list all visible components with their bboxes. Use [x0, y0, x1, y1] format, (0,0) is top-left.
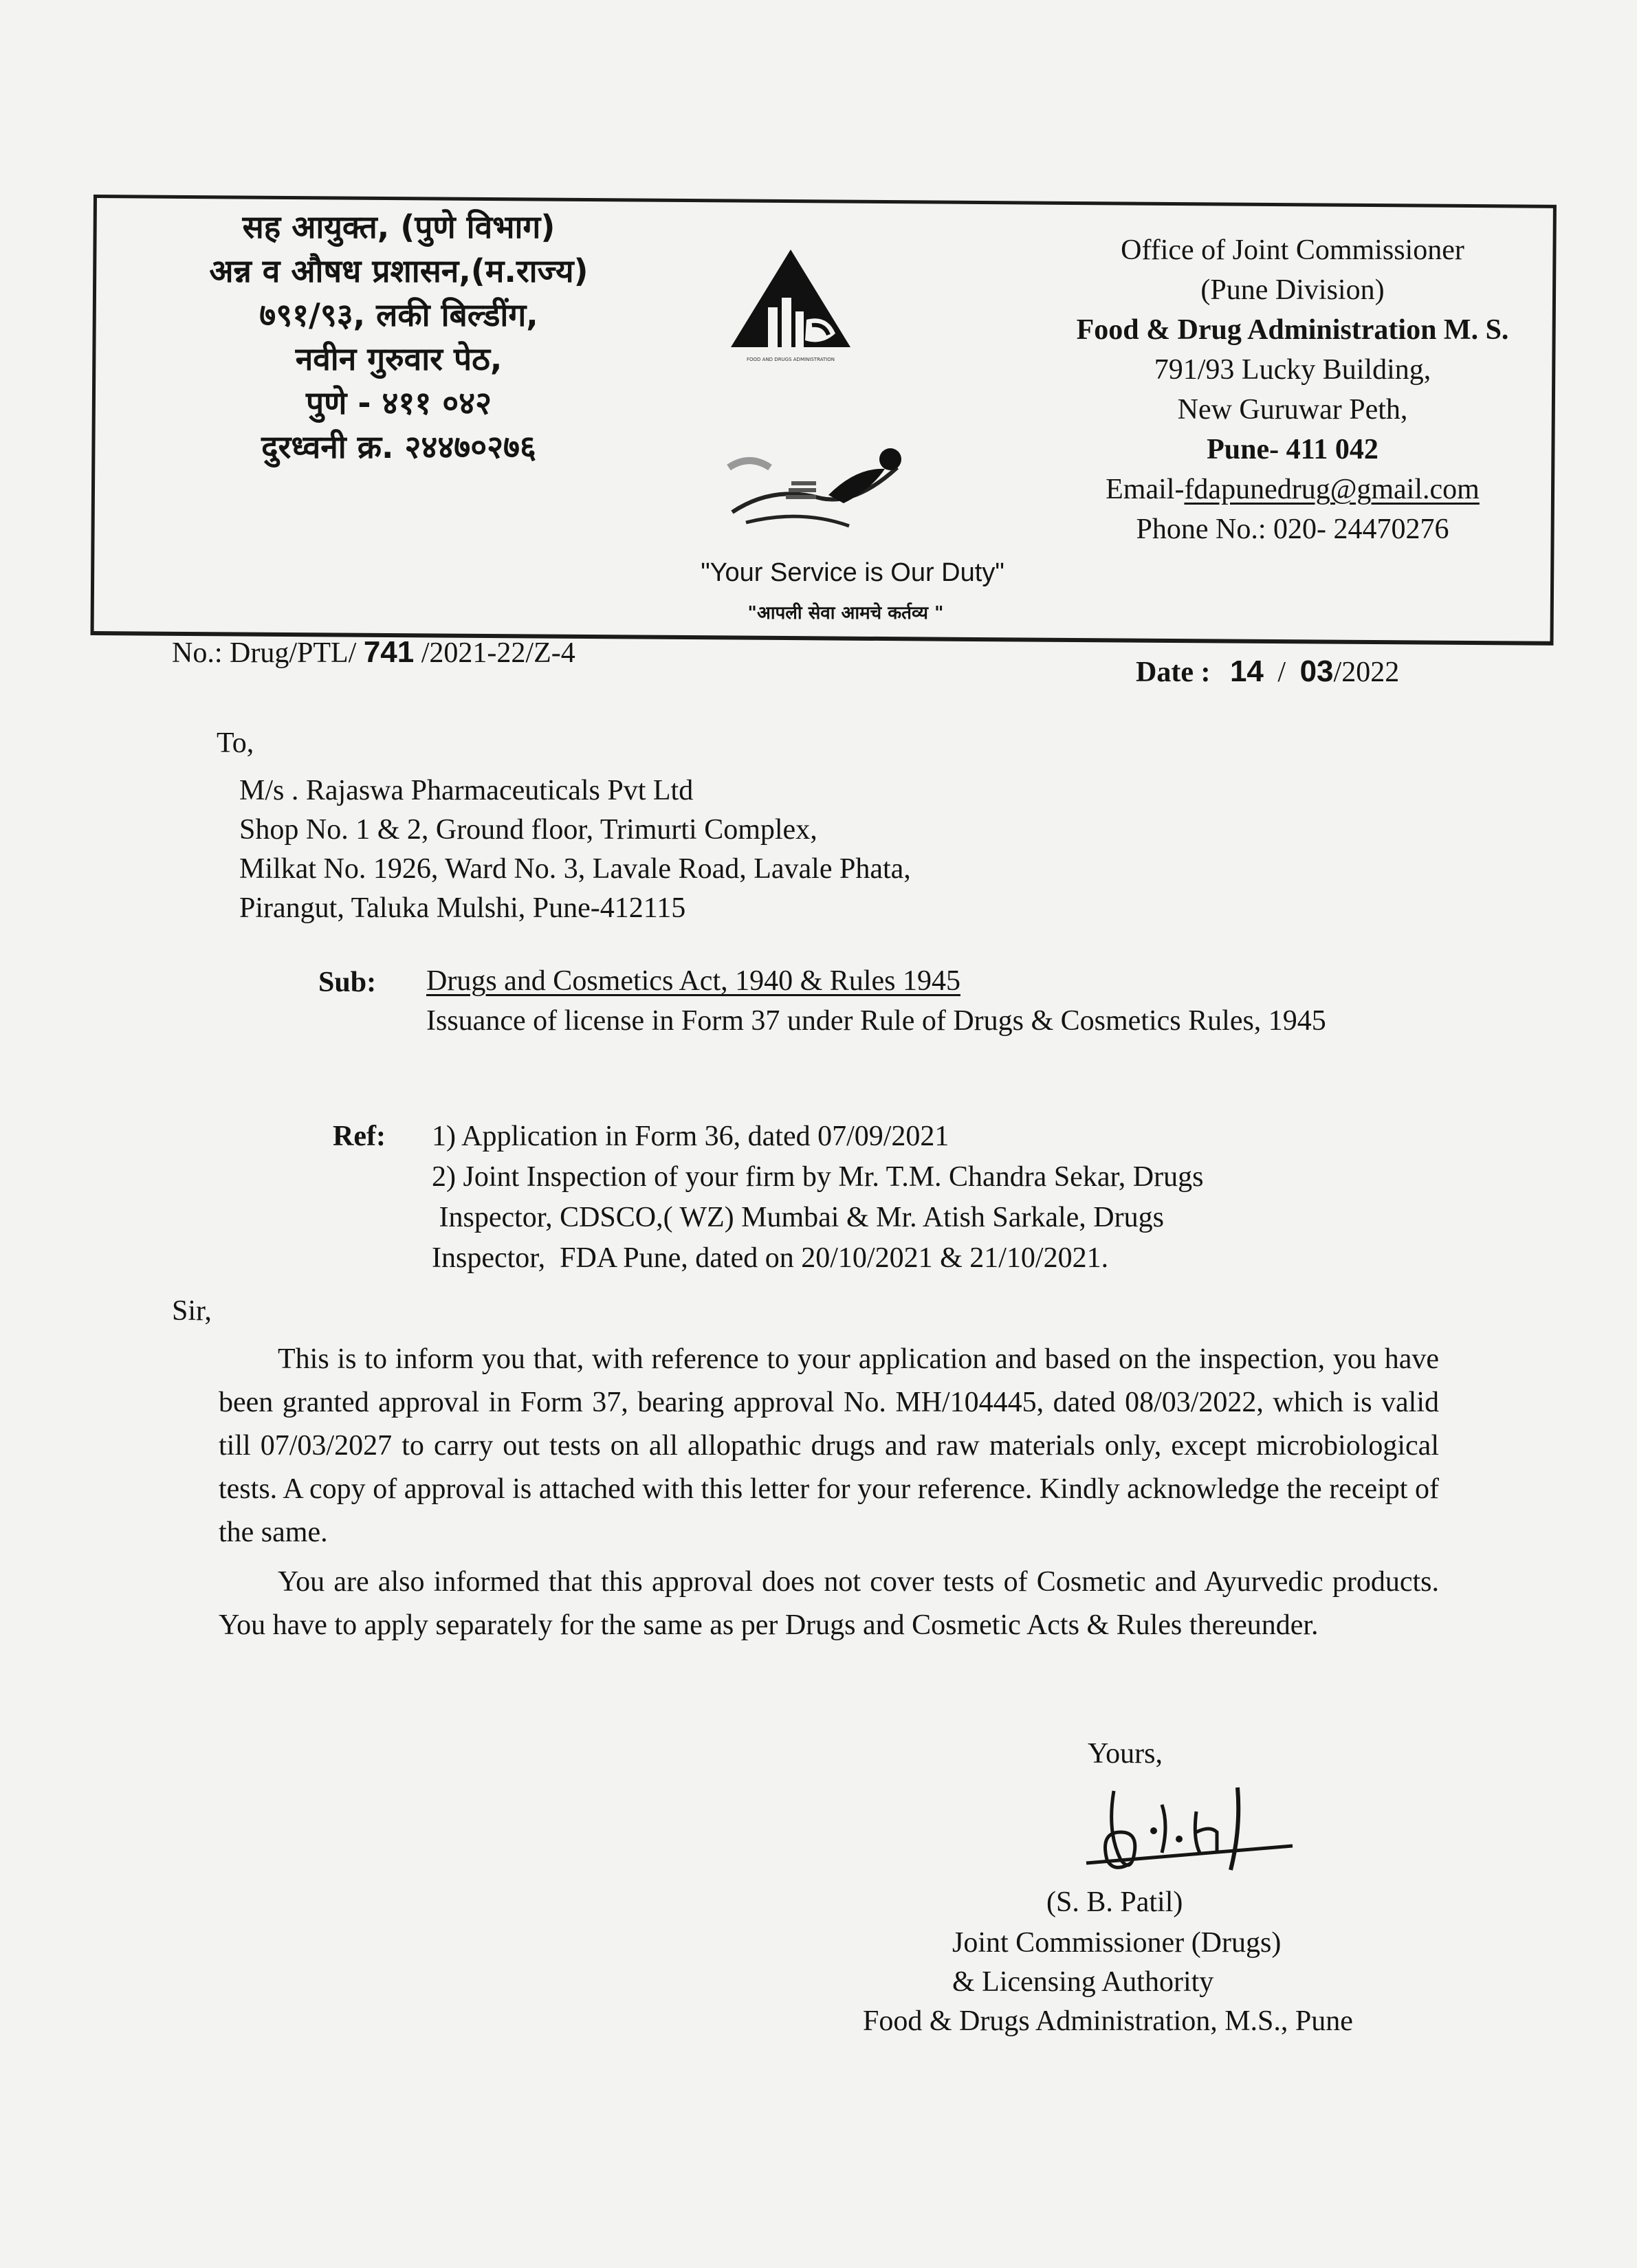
ref-line-4: Inspector, FDA Pune, dated on 20/10/2021 & 21/10/2021.	[432, 1242, 1109, 1274]
marathi-line-6: दुरध्वनी क्र. २४४७०२७६	[261, 428, 536, 465]
letter-date: Date : 14 / 03/2022	[1136, 654, 1400, 688]
office-title: Office of Joint Commissioner	[1121, 234, 1464, 266]
email-link[interactable]: fdapunedrug@gmail.com	[1184, 474, 1480, 505]
department: Food & Drug Administration M. S.	[1076, 314, 1509, 346]
subject-line-2: Issuance of license in Form 37 under Rule of Drugs & Cosmetics Rules, 1945	[426, 1005, 1326, 1037]
signatory-name: (S. B. Patil)	[1046, 1886, 1183, 1918]
date-day: 14	[1229, 654, 1264, 688]
marathi-line-3: ७९१/९३, लकी बिल्डींग,	[259, 296, 538, 333]
fda-logo	[725, 244, 856, 375]
ref-label: Ref:	[333, 1121, 386, 1152]
ref-line-3: Inspector, CDSCO,( WZ) Mumbai & Mr. Atish Sarkale, Drugs	[432, 1202, 1164, 1233]
signatory-title-1: Joint Commissioner (Drugs)	[952, 1927, 1282, 1959]
division: (Pune Division)	[1200, 274, 1385, 306]
subject-text	[426, 961, 1326, 1041]
subject-label: Sub:	[318, 967, 377, 998]
email-line	[1038, 470, 1547, 509]
letterhead-marathi	[158, 205, 639, 469]
ref-prefix: No.: Drug/PTL/	[172, 637, 364, 669]
body-paragraph-2: You are also informed that this approval does not cover tests of Cosmetic and Ayurvedic products. You have to apply separately for the same as per Drugs and Cosmetic Acts & Rules thereunder.	[219, 1566, 1439, 1641]
motto-marathi: "आपली सेवा आमचे कर्तव्य "	[747, 603, 944, 624]
ref-line-1: 1) Application in Form 36, dated 07/09/2021	[432, 1121, 949, 1152]
date-month: 03	[1299, 654, 1334, 688]
signature	[1073, 1777, 1299, 1894]
subject-line-1: Drugs and Cosmetics Act, 1940 & Rules 1945	[426, 965, 960, 997]
signatory-title-2: & Licensing Authority	[952, 1966, 1214, 1998]
address-line-1: 791/93 Lucky Building,	[1154, 354, 1431, 386]
ref-suffix: /2021-22/Z-4	[414, 637, 575, 669]
address-pin: Pune- 411 042	[1207, 434, 1378, 465]
reference-text	[432, 1116, 1203, 1279]
date-year: /2022	[1333, 657, 1400, 688]
service-emblem-icon	[725, 440, 904, 536]
closing-yours: Yours,	[1088, 1738, 1163, 1770]
salutation: Sir,	[172, 1295, 212, 1327]
to-label: To,	[217, 727, 254, 759]
address-line-2: New Guruwar Peth,	[1177, 394, 1408, 426]
recipient-line-1: M/s . Rajaswa Pharmaceuticals Pvt Ltd	[239, 775, 694, 806]
marathi-line-5: पुणे - ४११ ०४२	[305, 384, 492, 421]
recipient-line-4: Pirangut, Taluka Mulshi, Pune-412115	[239, 892, 686, 924]
ref-handwritten: 741	[363, 635, 415, 669]
reference-number	[172, 631, 575, 674]
marathi-line-1: सह आयुक्त, (पुणे विभाग)	[242, 208, 556, 245]
letterhead-english	[1038, 230, 1547, 549]
recipient-line-3: Milkat No. 1926, Ward No. 3, Lavale Road, Lavale Phata,	[239, 853, 911, 885]
svg-text:FOOD AND DRUGS ADMINISTRATION: FOOD AND DRUGS ADMINISTRATION	[747, 357, 835, 362]
recipient-line-2: Shop No. 1 & 2, Ground floor, Trimurti Complex,	[239, 814, 817, 846]
phone-line: Phone No.: 020- 24470276	[1136, 514, 1449, 545]
email-label: Email-	[1106, 474, 1185, 505]
marathi-line-4: नवीन गुरुवार पेठ,	[295, 340, 503, 377]
ref-line-2: 2) Joint Inspection of your firm by Mr. T.M. Chandra Sekar, Drugs	[432, 1161, 1204, 1193]
motto-english: "Your Service is Our Duty"	[701, 558, 1004, 587]
signatory-title-3: Food & Drugs Administration, M.S., Pune	[863, 2005, 1353, 2037]
marathi-line-2: अन्न व औषध प्रशासन,(म.राज्य)	[209, 252, 589, 289]
recipient-address	[239, 771, 911, 928]
date-label: Date :	[1136, 657, 1218, 688]
body-paragraph-1: This is to inform you that, with reference to your application and based on the inspection, you have been granted approval in Form 37, bearing approval No. MH/104445, dated 08/03/2022, which is valid till 07/03/2027 to carry out tests on all allopathic drugs and raw materials only, except microbiological tests. A copy of approval is attached with this letter for your reference. Kindly acknowledge the receipt of the same.	[219, 1343, 1439, 1548]
